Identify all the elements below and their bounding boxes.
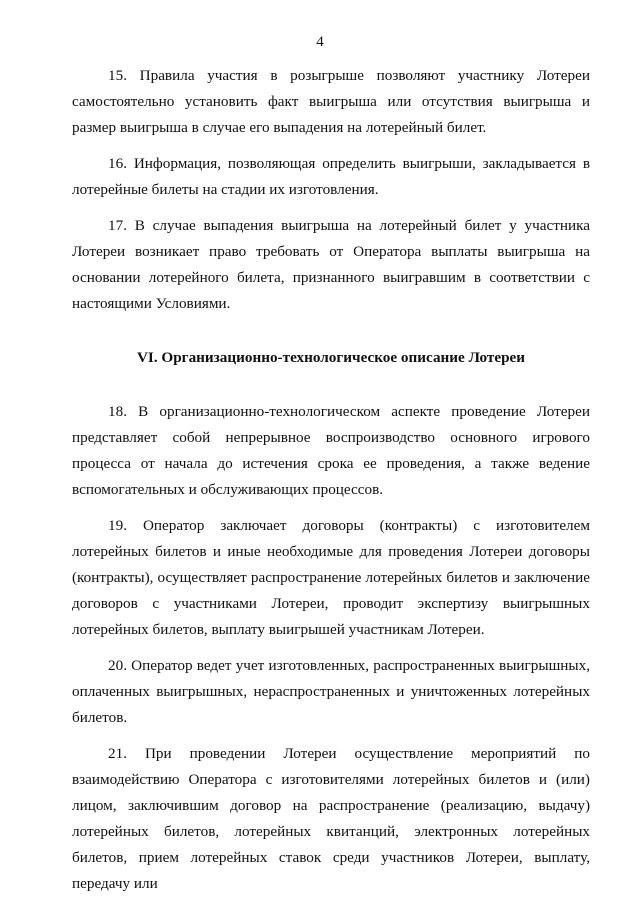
paragraph-21: 21. При проведении Лотереи осуществление мероприятий по взаимодействию Оператора с изготовителями лотерейных билетов и (или) лицом, заключившим договор на распространение (реализацию, выдачу) лотерейных билетов, лотерейных квитанций, электронных лотерейных билетов, прием лотерейных ставок среди участников Лотереи, выплату, передачу или [72,745,590,892]
page-number: 4 [316,34,324,50]
paragraph-17: 17. В случае выпадения выигрыша на лотерейный билет у участника Лотереи возникает право требовать от Оператора выплаты выигрыша на основании лотерейного билета, признанного выигравшим в соответствии с настоящими Условиями. [72,217,590,312]
document-body [72,63,590,897]
paragraph-20: 20. Оператор ведет учет изготовленных, распространенных выигрышных, оплаченных выигрышных, нераспространенных и уничтоженных лотерейных билетов. [72,657,590,726]
paragraph-18: 18. В организационно-технологическом аспекте проведение Лотереи представляет собой непрерывное воспроизводство основного игрового процесса от начала до истечения срока ее проведения, а также ведение вспомогательных и обслуживающих процессов. [72,403,590,498]
paragraph-15: 15. Правила участия в розыгрыше позволяют участнику Лотереи самостоятельно установить факт выигрыша или отсутствия выигрыша и размер выигрыша в случае его выпадения на лотерейный билет. [72,67,590,136]
paragraph-19: 19. Оператор заключает договоры (контракты) с изготовителем лотерейных билетов и иные необходимые для проведения Лотереи договоры (контракты), осуществляет распространение лотерейных билетов и заключение договоров с участниками Лотереи, проводит экспертизу выигрышных лотерейных билетов, выплату выигрышей участникам Лотереи. [72,517,590,638]
section-heading: VI. Организационно-технологическое описание Лотереи [136,349,526,366]
paragraph-16: 16. Информация, позволяющая определить выигрыши, закладывается в лотерейные билеты на стадии их изготовления. [72,155,590,198]
